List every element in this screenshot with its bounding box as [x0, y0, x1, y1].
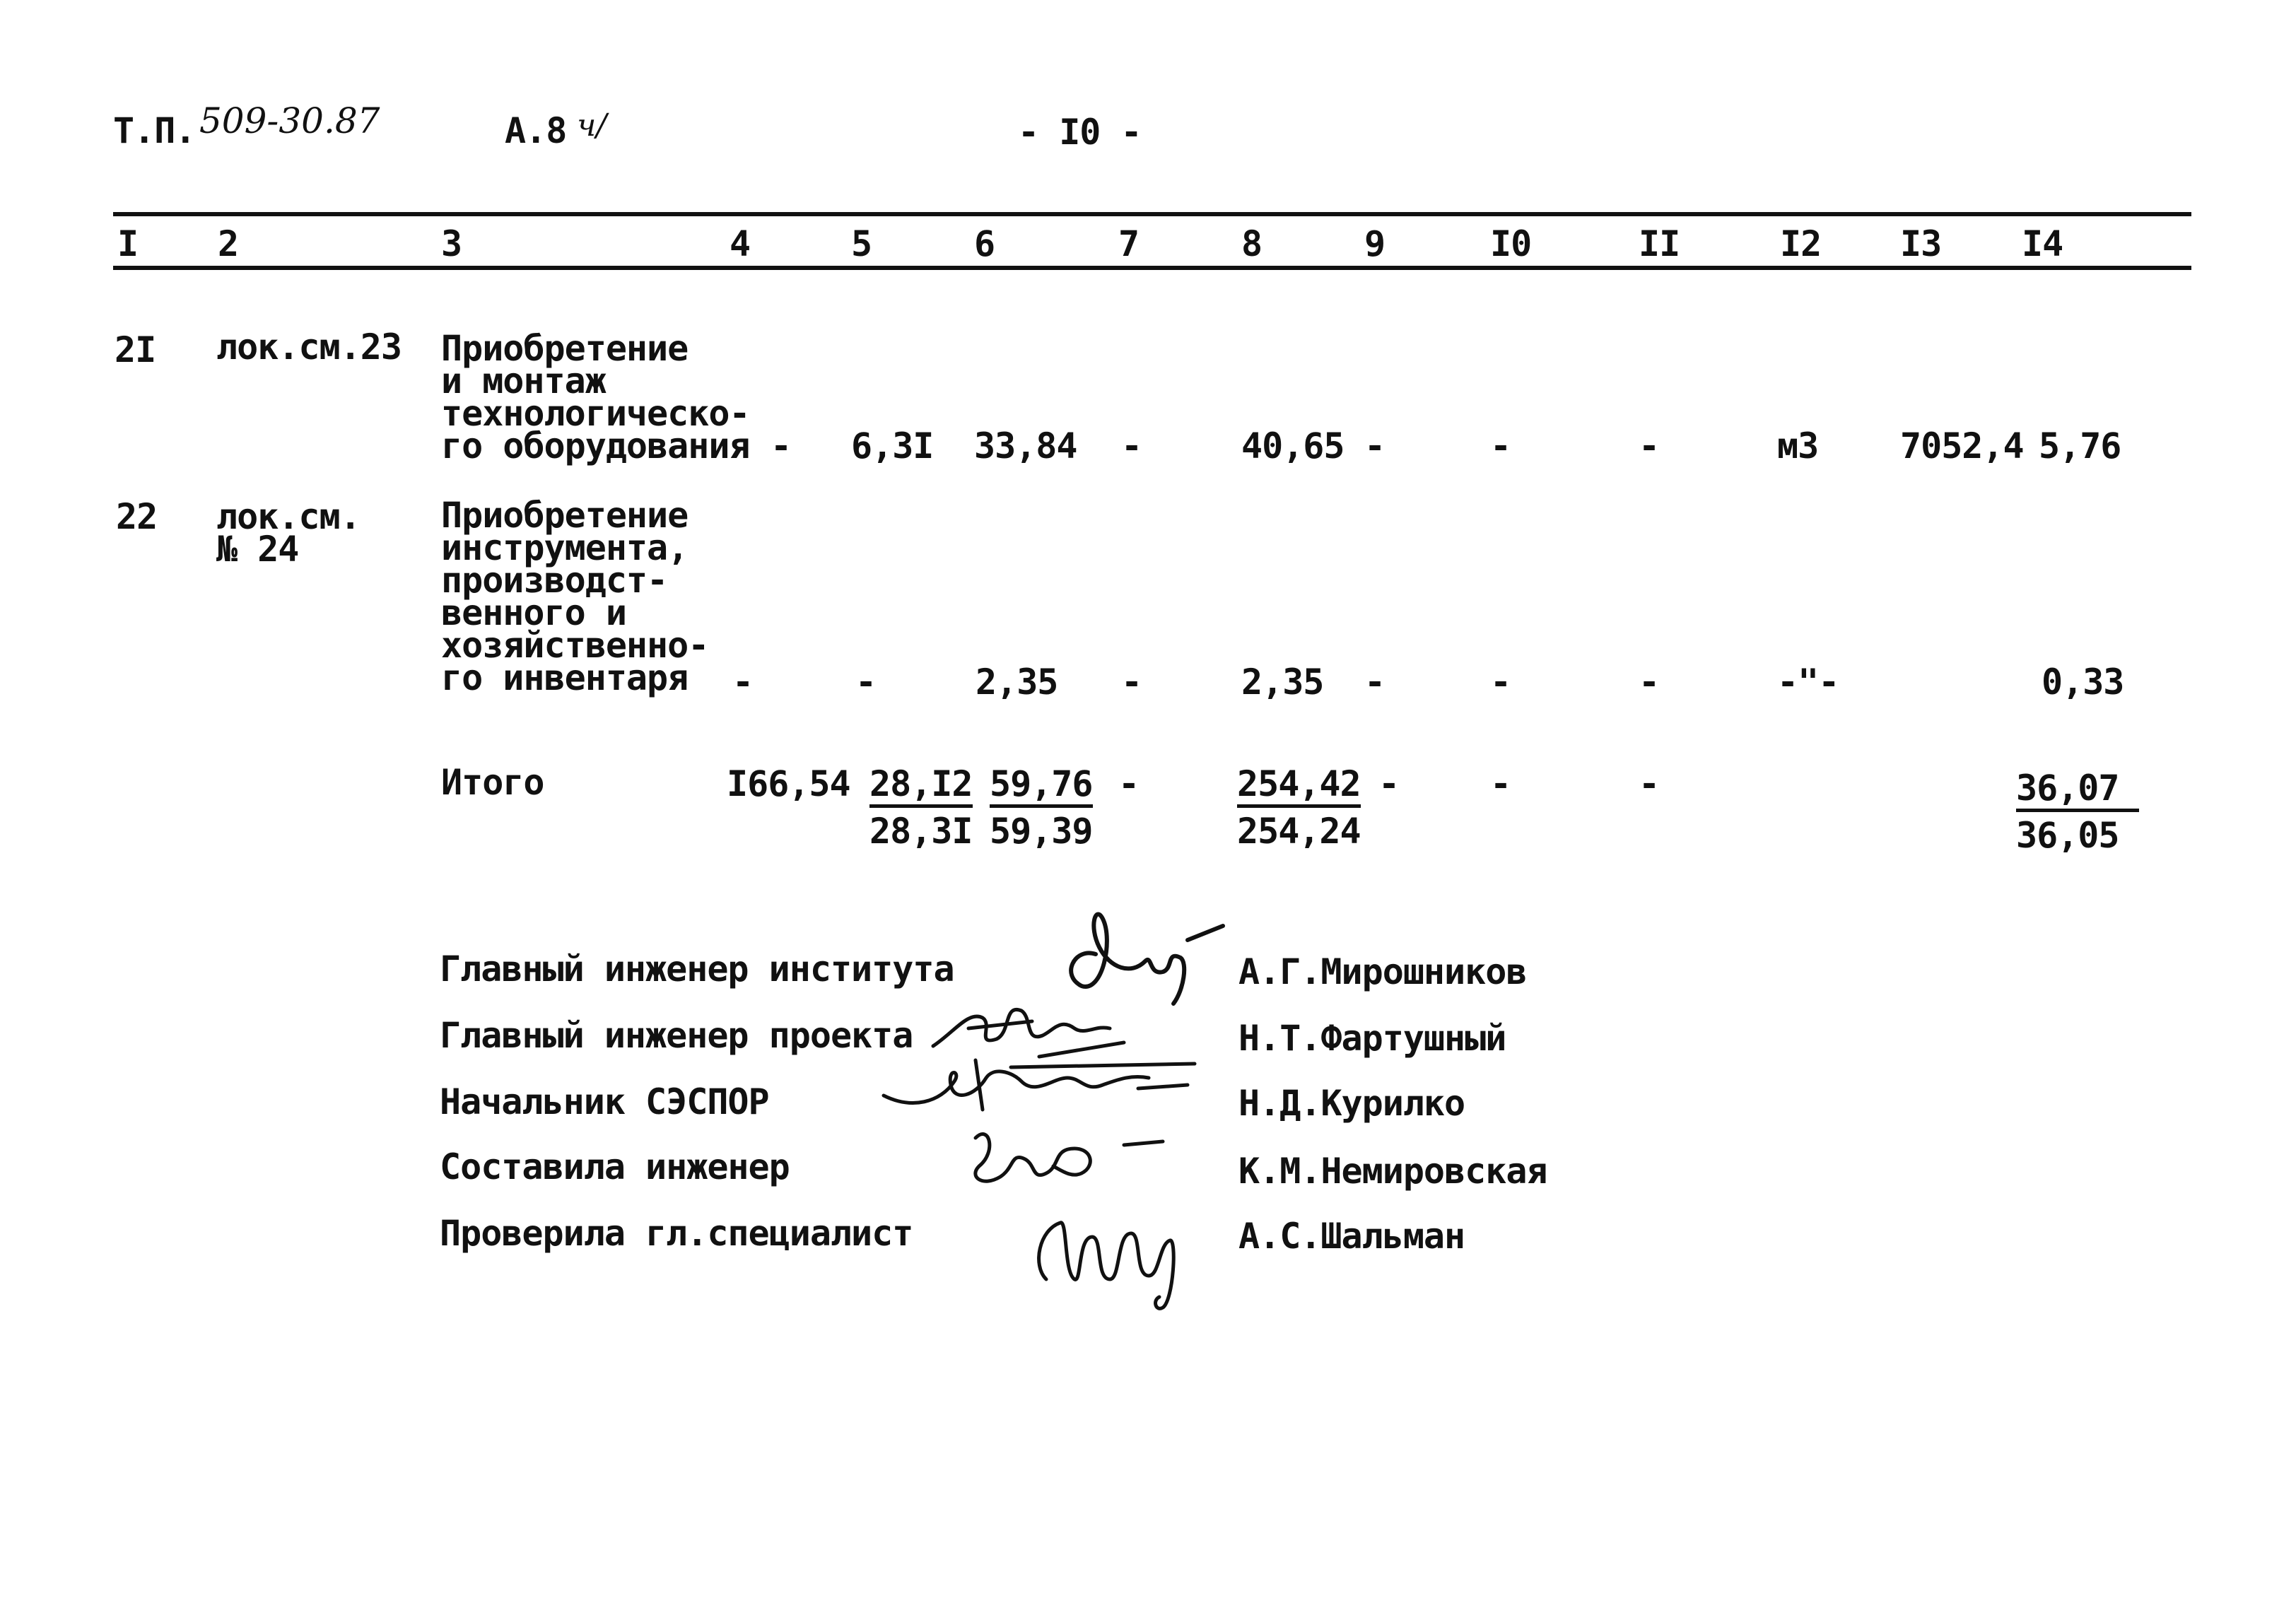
row-22-name — [441, 495, 709, 698]
total-c11: - — [1639, 763, 1660, 804]
row-22-name-line: хозяйственно- — [441, 625, 709, 666]
col-header-9: 9 — [1364, 223, 1386, 264]
total-c6 — [990, 763, 1093, 852]
signature-title: Главный инженер института — [440, 949, 954, 990]
row-21-name — [441, 328, 750, 466]
row-22-c12: -"- — [1777, 662, 1839, 703]
row-21-c13: 7052,4 — [1900, 425, 2024, 466]
signature-title: Начальник СЭСПОР — [440, 1081, 769, 1122]
total-c5 — [869, 763, 973, 852]
row-22-name-line: инструмента, — [441, 527, 689, 568]
row-21-c5: 6,3I — [851, 425, 934, 466]
signature-name: К.М.Немировская — [1238, 1151, 1547, 1192]
row-22-c11: - — [1639, 662, 1660, 703]
signature-name: А.Г.Мирошников — [1238, 951, 1527, 992]
total-c14-top: 36,07 — [2016, 770, 2139, 812]
total-label: Итого — [441, 762, 544, 803]
row-21-ref-line: лок.см.23 — [216, 327, 402, 368]
row-21-c9: - — [1364, 425, 1386, 466]
row-22-c9: - — [1364, 662, 1386, 703]
signature-title: Главный инженер проекта — [440, 1015, 913, 1056]
row-21-ref — [216, 327, 402, 368]
row-22-c10: - — [1490, 662, 1511, 703]
signature-name: Н.Д.Курилко — [1238, 1083, 1465, 1124]
col-header-11: II — [1639, 223, 1680, 264]
row-21-c8: 40,65 — [1241, 425, 1345, 466]
tp-number: 509-30.87 — [199, 100, 380, 141]
row-22-c14: 0,33 — [2042, 662, 2124, 703]
row-22-name-line: производст- — [441, 560, 668, 601]
total-c5-top: 28,I2 — [869, 766, 973, 808]
signature-name: Н.Т.Фартушный — [1238, 1018, 1506, 1059]
row-22-c8: 2,35 — [1241, 662, 1324, 703]
total-c10: - — [1490, 763, 1511, 804]
total-c14-bottom: 36,05 — [2016, 815, 2119, 856]
col-header-7: 7 — [1118, 223, 1140, 264]
header-top-rule — [113, 212, 2191, 216]
row-22-name-line: Приобретение — [441, 495, 689, 536]
signature-title: Составила инженер — [440, 1146, 790, 1187]
col-header-10: I0 — [1490, 223, 1532, 264]
row-22-c6: 2,35 — [976, 662, 1058, 703]
page-number: - I0 - — [1018, 112, 1142, 153]
tp-label: Т.П. — [113, 110, 196, 151]
header-bottom-rule — [113, 266, 2191, 270]
row-21-c12: м3 — [1777, 425, 1819, 466]
row-21-c4: - — [771, 425, 792, 466]
total-c14 — [2016, 768, 2139, 856]
col-header-3: 3 — [441, 223, 462, 264]
handwritten-signature-4 — [947, 1110, 1173, 1202]
total-c8 — [1237, 763, 1361, 852]
col-header-4: 4 — [730, 223, 751, 264]
row-22-ref-line: № 24 — [216, 529, 299, 570]
signature-title: Проверила гл.специалист — [440, 1213, 913, 1254]
total-c6-top: 59,76 — [990, 766, 1093, 808]
album-label: А.8 — [505, 110, 567, 151]
total-c5-bottom: 28,3I — [869, 811, 973, 852]
total-c6-bottom: 59,39 — [990, 811, 1093, 852]
total-c9: - — [1378, 763, 1400, 804]
row-21-c10: - — [1490, 425, 1511, 466]
row-21-c11: - — [1639, 425, 1660, 466]
row-22-ref — [216, 496, 361, 570]
total-c7: - — [1118, 763, 1140, 804]
col-header-5: 5 — [851, 223, 872, 264]
row-22-num: 22 — [116, 496, 158, 537]
handwritten-signature-5 — [1025, 1194, 1195, 1315]
col-header-12: I2 — [1780, 223, 1822, 264]
col-header-8: 8 — [1241, 223, 1263, 264]
col-header-13: I3 — [1900, 223, 1942, 264]
col-header-14: I4 — [2022, 223, 2063, 264]
row-22-name-line: го инвентаря — [441, 657, 689, 698]
row-21-num: 2I — [115, 329, 156, 370]
col-header-1: I — [117, 223, 139, 264]
total-c4: I66,54 — [727, 763, 850, 804]
row-21-c14: 5,76 — [2039, 425, 2121, 466]
row-21-c7: - — [1121, 425, 1142, 466]
row-22-name-line: венного и — [441, 592, 626, 633]
row-21-name-line: и монтаж — [441, 360, 606, 401]
signature-name: А.С.Шальман — [1238, 1216, 1465, 1257]
row-22-c4: - — [732, 662, 754, 703]
row-21-c6: 33,84 — [974, 425, 1077, 466]
row-21-name-line: технологическо- — [441, 393, 750, 434]
album-hand: ч/ — [577, 107, 607, 143]
row-21-name-line: Приобретение — [441, 328, 689, 369]
row-21-name-line: го оборудования — [441, 425, 750, 466]
row-22-ref-line: лок.см. — [216, 496, 361, 537]
total-c8-bottom: 254,24 — [1237, 811, 1361, 852]
total-c8-top: 254,42 — [1237, 766, 1361, 808]
col-header-2: 2 — [218, 223, 239, 264]
row-22-c5: - — [855, 662, 877, 703]
col-header-6: 6 — [974, 223, 995, 264]
row-22-c7: - — [1121, 662, 1142, 703]
